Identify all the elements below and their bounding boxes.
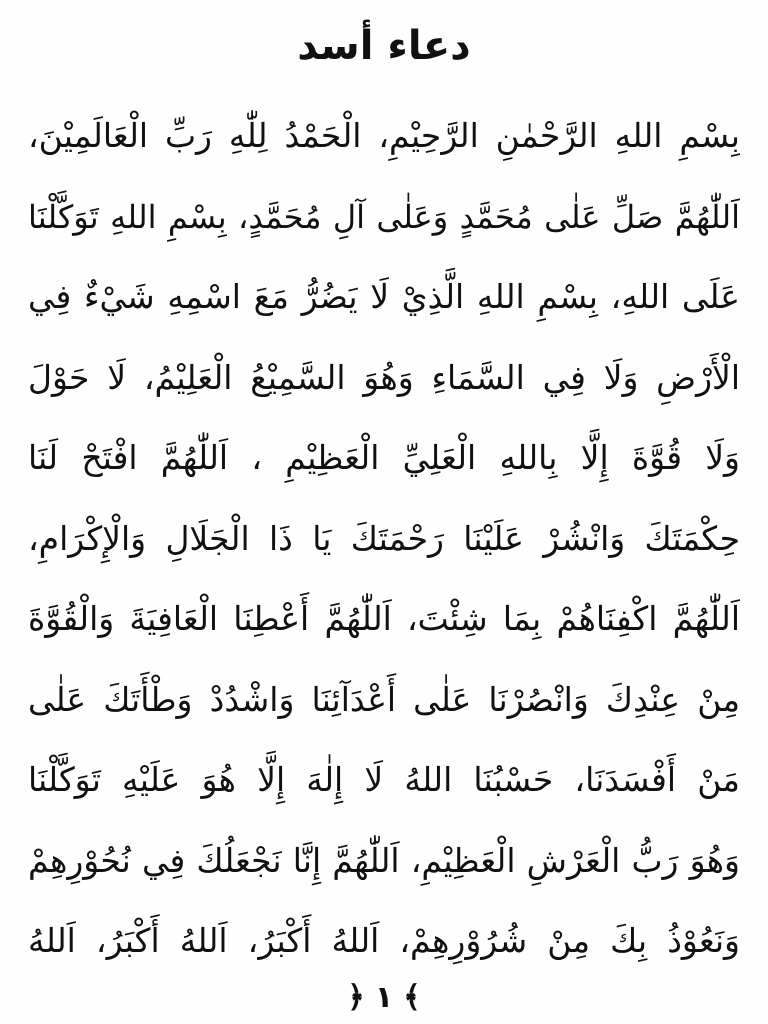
text-line: اَللّٰهُمَّ اكْفِنَاهُمْ بِمَا شِئْتَ، اَللّٰهُمَّ أَعْطِنَا الْعَافِيَةَ وَالْقُوَّةَ [28,599,740,638]
text-line: مِنْ عِنْدِكَ وَانْصُرْنَا عَلٰى أَعْدَآئِنَا وَاشْدُدْ وَطْأَتَكَ عَلٰى [28,679,740,719]
text-line: حِكْمَتَكَ وَانْشُرْ عَلَيْنَا رَحْمَتَكَ يَا ذَا الْجَلَالِ وَالْإِكْرَامِ، [28,518,740,558]
text-line: عَلَى اللهِ، بِسْمِ اللهِ الَّذِيْ لَا يَضُرُّ مَعَ اسْمِهِ شَيْءٌ فِي [28,277,740,316]
supplication-body [28,96,740,982]
text-line: الْأَرْضِ وَلَا فِي السَّمَاءِ وَهُوَ السَّمِيْعُ الْعَلِيْمُ، لَا حَوْلَ [28,357,740,397]
text-line: وَلَا قُوَّةَ إِلَّا بِاللهِ الْعَلِيِّ الْعَظِيْمِ ، اَللّٰهُمَّ افْتَحْ لَنَا [28,438,740,477]
text-line: اَللّٰهُمَّ صَلِّ عَلٰى مُحَمَّدٍ وَعَلٰى آلِ مُحَمَّدٍ، بِسْمِ اللهِ تَوَكَّلْنَا [28,197,740,236]
page-number [0,978,768,1018]
ornament-bracket-left: ﴿ [347,980,365,1015]
page-title: دعاء أسد [297,23,471,69]
text-line: مَنْ أَفْسَدَنَا، حَسْبُنَا اللهُ لَا إِلٰهَ إِلَّا هُوَ عَلَيْهِ تَوَكَّلْنَا [28,760,740,799]
text-line: وَهُوَ رَبُّ الْعَرْشِ الْعَظِيْمِ، اَللّٰهُمَّ إِنَّا نَجْعَلُكَ فِي نُحُوْرِهِمْ [28,840,740,880]
page-number-value: ١ [374,980,394,1015]
text-line: وَنَعُوْذُ بِكَ مِنْ شُرُوْرِهِمْ، اَللهُ أَكْبَرُ، اَللهُ أَكْبَرُ، اَللهُ [28,921,740,960]
text-line: بِسْمِ اللهِ الرَّحْمٰنِ الرَّحِيْمِ، الْحَمْدُ لِلّٰهِ رَبِّ الْعَالَمِيْنَ، [28,116,740,155]
ornament-bracket-right: ﴾ [403,980,421,1015]
